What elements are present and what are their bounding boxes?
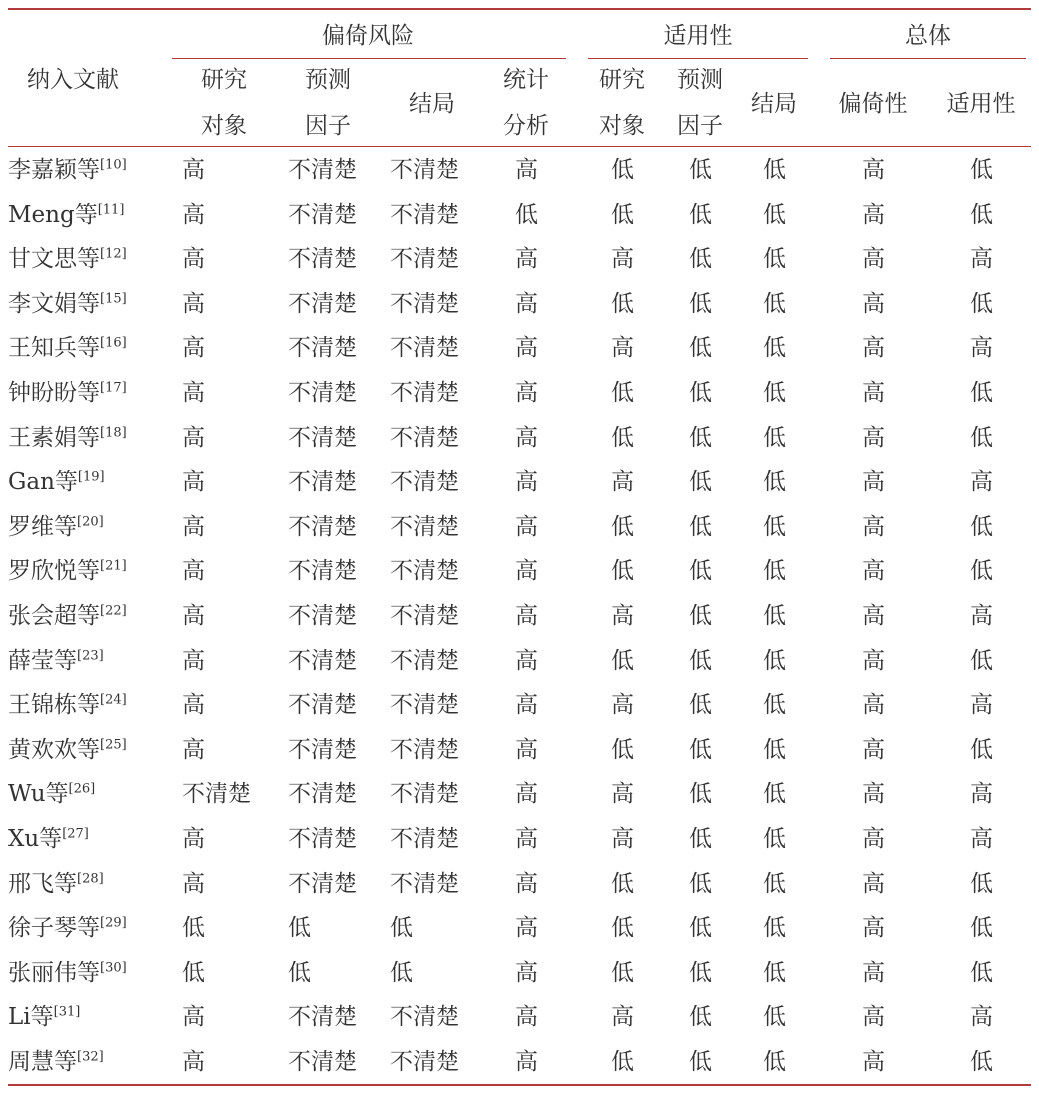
row-ref: [11] (97, 201, 125, 217)
cell-r3-c7: 高 (862, 290, 885, 317)
cell-r2-c7: 高 (862, 246, 885, 273)
cell-r14-c4: 高 (611, 781, 634, 808)
cell-r11-c1: 不清楚 (288, 647, 357, 674)
cell-r20-c3: 高 (515, 1049, 538, 1075)
cell-r10-c4: 高 (611, 603, 634, 629)
row-name-20 (8, 1048, 104, 1076)
cell-r6-c7: 高 (862, 424, 885, 451)
cell-r11-c4: 低 (611, 647, 634, 674)
row-name-text: 罗维等 (8, 513, 77, 540)
cell-r12-c8: 高 (970, 692, 993, 719)
cell-r13-c6: 低 (763, 736, 786, 763)
row-name-14 (8, 780, 95, 808)
cell-r11-c8: 低 (970, 647, 993, 674)
row-ref: [26] (68, 781, 96, 797)
cell-r19-c0: 高 (182, 1004, 205, 1031)
cell-r15-c0: 高 (182, 826, 205, 852)
row-name-0 (8, 156, 127, 184)
cell-r4-c4: 高 (611, 335, 634, 362)
cell-r18-c7: 高 (862, 959, 885, 986)
cell-r2-c8: 高 (970, 246, 993, 273)
cell-r9-c2: 不清楚 (390, 558, 459, 585)
cell-r4-c0: 高 (182, 335, 205, 362)
row-ref: [17] (100, 380, 127, 396)
row-ref: [29] (100, 915, 127, 931)
row-ref: [15] (100, 291, 127, 307)
row-name-text: 王素娟等 (8, 424, 100, 451)
subheader-0-3-line0: 统计 (503, 67, 549, 93)
cell-r18-c0: 低 (182, 959, 205, 986)
cell-r17-c8: 低 (970, 915, 993, 942)
cell-r0-c1: 不清楚 (288, 157, 357, 183)
cell-r3-c8: 低 (970, 290, 993, 317)
row-name-text: Meng等 (8, 201, 98, 228)
cell-r20-c6: 低 (763, 1049, 786, 1075)
cell-r16-c4: 低 (611, 870, 634, 897)
cell-r9-c3: 高 (515, 558, 538, 585)
row-name-11 (8, 647, 104, 675)
cell-r17-c3: 高 (515, 915, 538, 942)
cell-r13-c8: 低 (970, 736, 993, 763)
row-name-text: 周慧等 (8, 1049, 77, 1075)
row-name-12 (8, 691, 127, 719)
cell-r13-c7: 高 (862, 736, 885, 763)
row-name-text: Xu等 (8, 826, 63, 852)
cell-r15-c2: 不清楚 (390, 826, 459, 852)
row-name-text: Li等 (8, 1004, 54, 1031)
cell-r13-c3: 高 (515, 736, 538, 763)
cell-r5-c0: 高 (182, 380, 205, 406)
cell-r9-c7: 高 (862, 558, 885, 585)
cell-r0-c2: 不清楚 (390, 157, 459, 183)
cell-r12-c4: 高 (611, 692, 634, 719)
row-name-18 (8, 959, 127, 987)
row-ref: [31] (53, 1004, 81, 1020)
cell-r3-c2: 不清楚 (390, 290, 459, 317)
cell-r20-c2: 不清楚 (390, 1049, 459, 1075)
cell-r19-c7: 高 (862, 1004, 885, 1031)
cell-r10-c5: 低 (689, 603, 712, 629)
cell-r17-c5: 低 (689, 915, 712, 942)
cell-r10-c8: 高 (970, 603, 993, 629)
cell-r8-c1: 不清楚 (288, 513, 357, 540)
cell-r3-c3: 高 (515, 290, 538, 317)
cell-r11-c0: 高 (182, 647, 205, 674)
row-name-2 (8, 245, 127, 273)
cell-r4-c7: 高 (862, 335, 885, 362)
cell-r14-c7: 高 (862, 781, 885, 808)
cell-r14-c1: 不清楚 (288, 781, 357, 808)
subheader-2-0: 偏倚性 (838, 91, 908, 117)
cell-r18-c5: 低 (689, 959, 712, 986)
cell-r16-c3: 高 (515, 870, 538, 897)
cell-r20-c8: 低 (970, 1049, 993, 1075)
cell-r3-c1: 不清楚 (288, 290, 357, 317)
cell-r7-c8: 高 (970, 469, 993, 496)
cell-r0-c5: 低 (689, 157, 712, 183)
cell-r20-c7: 高 (862, 1049, 885, 1075)
row-name-7 (8, 468, 105, 496)
subheader-0-2: 结局 (409, 91, 455, 117)
cell-r12-c6: 低 (763, 692, 786, 719)
row-name-19 (8, 1003, 80, 1031)
cell-r20-c1: 不清楚 (288, 1049, 357, 1075)
cell-r7-c0: 高 (182, 469, 205, 496)
row-name-text: 黄欢欢等 (8, 736, 100, 763)
subheader-0-0-line1: 对象 (201, 113, 247, 139)
cell-r9-c1: 不清楚 (288, 558, 357, 585)
row-ref: [20] (77, 514, 104, 530)
cell-r6-c0: 高 (182, 424, 205, 451)
cell-r19-c3: 高 (515, 1004, 538, 1031)
row-name-text: 王知兵等 (8, 335, 100, 362)
row-name-5 (8, 379, 127, 407)
cell-r12-c3: 高 (515, 692, 538, 719)
cell-r19-c8: 高 (970, 1004, 993, 1031)
cell-r13-c4: 低 (611, 736, 634, 763)
row-name-4 (8, 334, 127, 362)
cell-r3-c6: 低 (763, 290, 786, 317)
row-name-text: 王锦栋等 (8, 692, 100, 719)
cell-r5-c2: 不清楚 (390, 380, 459, 406)
cell-r6-c8: 低 (970, 424, 993, 451)
cell-r3-c0: 高 (182, 290, 205, 317)
cell-r12-c5: 低 (689, 692, 712, 719)
row-name-text: 甘文思等 (8, 246, 100, 273)
cell-r11-c7: 高 (862, 647, 885, 674)
row-ref: [18] (100, 424, 127, 440)
row-ref: [24] (100, 692, 127, 708)
cell-r7-c1: 不清楚 (288, 469, 357, 496)
cell-r6-c5: 低 (689, 424, 712, 451)
cell-r0-c3: 高 (515, 157, 538, 183)
cell-r8-c5: 低 (689, 513, 712, 540)
cell-r19-c1: 不清楚 (288, 1004, 357, 1031)
cell-r12-c1: 不清楚 (288, 692, 357, 719)
cell-r7-c2: 不清楚 (390, 469, 459, 496)
row-name-15 (8, 825, 89, 853)
cell-r5-c8: 低 (970, 380, 993, 406)
cell-r18-c6: 低 (763, 959, 786, 986)
row-ref: [25] (100, 737, 127, 753)
row-ref: [16] (100, 335, 127, 351)
cell-r15-c7: 高 (862, 826, 885, 852)
row-ref: [10] (100, 157, 127, 173)
cell-r8-c6: 低 (763, 513, 786, 540)
row-name-text: 李文娟等 (8, 290, 100, 317)
cell-r2-c3: 高 (515, 246, 538, 273)
cell-r17-c7: 高 (862, 915, 885, 942)
cell-r1-c6: 低 (763, 201, 786, 228)
cell-r13-c5: 低 (689, 736, 712, 763)
row-name-text: 张会超等 (8, 603, 100, 629)
row-ref: [32] (77, 1049, 104, 1065)
cell-r18-c2: 低 (390, 959, 413, 986)
cell-r9-c4: 低 (611, 558, 634, 585)
row-name-10 (8, 602, 127, 630)
cell-r16-c6: 低 (763, 870, 786, 897)
cell-r10-c2: 不清楚 (390, 603, 459, 629)
row-name-3 (8, 290, 127, 318)
cell-r6-c3: 高 (515, 424, 538, 451)
cell-r2-c6: 低 (763, 246, 786, 273)
row-name-6 (8, 424, 127, 452)
cell-r15-c3: 高 (515, 826, 538, 852)
cell-r3-c5: 低 (689, 290, 712, 317)
cell-r11-c5: 低 (689, 647, 712, 674)
cell-r5-c6: 低 (763, 380, 786, 406)
cell-r4-c6: 低 (763, 335, 786, 362)
cell-r9-c5: 低 (689, 558, 712, 585)
row-name-9 (8, 557, 127, 585)
cell-r4-c1: 不清楚 (288, 335, 357, 362)
cell-r1-c8: 低 (970, 201, 993, 228)
subheader-1-1-line0: 预测 (677, 67, 723, 93)
cell-r16-c0: 高 (182, 870, 205, 897)
cell-r8-c8: 低 (970, 513, 993, 540)
subheader-0-0-line0: 研究 (201, 67, 247, 93)
cell-r20-c4: 低 (611, 1049, 634, 1075)
row-name-text: 罗欣悦等 (8, 558, 100, 585)
cell-r14-c5: 低 (689, 781, 712, 808)
cell-r5-c1: 不清楚 (288, 380, 357, 406)
cell-r12-c2: 不清楚 (390, 692, 459, 719)
cell-r2-c0: 高 (182, 246, 205, 273)
row-name-text: Gan等 (8, 469, 78, 496)
row-ref: [21] (100, 558, 127, 574)
cell-r1-c3: 低 (515, 201, 538, 228)
row-name-1 (8, 201, 124, 229)
row-name-8 (8, 513, 104, 541)
cell-r13-c0: 高 (182, 736, 205, 763)
cell-r15-c8: 高 (970, 826, 993, 852)
cell-r17-c6: 低 (763, 915, 786, 942)
cell-r13-c1: 不清楚 (288, 736, 357, 763)
cell-r8-c2: 不清楚 (390, 513, 459, 540)
row-name-text: Wu等 (8, 781, 69, 808)
cell-r0-c7: 高 (862, 157, 885, 183)
cell-r0-c8: 低 (970, 157, 993, 183)
cell-r17-c2: 低 (390, 915, 413, 942)
cell-r20-c0: 高 (182, 1049, 205, 1075)
cell-r7-c4: 高 (611, 469, 634, 496)
cell-r1-c5: 低 (689, 201, 712, 228)
cell-r18-c1: 低 (288, 959, 311, 986)
cell-r9-c0: 高 (182, 558, 205, 585)
cell-r10-c0: 高 (182, 603, 205, 629)
cell-r14-c8: 高 (970, 781, 993, 808)
cell-r17-c1: 低 (288, 915, 311, 942)
row-name-text: 邢飞等 (8, 870, 77, 897)
row-ref: [30] (100, 960, 127, 976)
cell-r14-c3: 高 (515, 781, 538, 808)
row-ref: [22] (100, 603, 127, 619)
subheader-1-0-line0: 研究 (599, 67, 645, 93)
cell-r16-c5: 低 (689, 870, 712, 897)
cell-r5-c5: 低 (689, 380, 712, 406)
cell-r8-c7: 高 (862, 513, 885, 540)
group-label-applicability: 适用性 (663, 23, 733, 49)
group-label-bias: 偏倚风险 (322, 23, 414, 49)
cell-r18-c8: 低 (970, 959, 993, 986)
cell-r4-c3: 高 (515, 335, 538, 362)
cell-r15-c5: 低 (689, 826, 712, 852)
cell-r1-c0: 高 (182, 201, 205, 228)
row-name-13 (8, 736, 127, 764)
cell-r0-c4: 低 (611, 157, 634, 183)
cell-r7-c3: 高 (515, 469, 538, 496)
cell-r14-c2: 不清楚 (390, 781, 459, 808)
cell-r11-c6: 低 (763, 647, 786, 674)
row-ref: [19] (77, 469, 105, 485)
cell-r2-c1: 不清楚 (288, 246, 357, 273)
row-name-17 (8, 914, 127, 942)
cell-r10-c3: 高 (515, 603, 538, 629)
cell-r16-c8: 低 (970, 870, 993, 897)
cell-r19-c2: 不清楚 (390, 1004, 459, 1031)
cell-r4-c8: 高 (970, 335, 993, 362)
cell-r16-c7: 高 (862, 870, 885, 897)
subheader-1-0-line1: 对象 (599, 113, 645, 139)
subheader-0-1-line0: 预测 (305, 67, 351, 93)
subheader-0-1-line1: 因子 (305, 113, 351, 139)
cell-r2-c2: 不清楚 (390, 246, 459, 273)
cell-r10-c7: 高 (862, 603, 885, 629)
cell-r12-c7: 高 (862, 692, 885, 719)
cell-r6-c2: 不清楚 (390, 424, 459, 451)
cell-r16-c2: 不清楚 (390, 870, 459, 897)
row-ref: [23] (77, 647, 104, 663)
row-ref: [12] (100, 246, 127, 262)
row-name-text: 钟盼盼等 (8, 380, 100, 406)
cell-r1-c1: 不清楚 (288, 201, 357, 228)
cell-r3-c4: 低 (611, 290, 634, 317)
cell-r17-c0: 低 (182, 915, 205, 942)
cell-r2-c4: 高 (611, 246, 634, 273)
row-name-text: 薛莹等 (8, 647, 77, 674)
cell-r12-c0: 高 (182, 692, 205, 719)
subheader-1-2: 结局 (751, 91, 797, 117)
cell-r1-c2: 不清楚 (390, 201, 459, 228)
cell-r19-c6: 低 (763, 1004, 786, 1031)
cell-r6-c4: 低 (611, 424, 634, 451)
row-name-text: 李嘉颖等 (8, 157, 100, 183)
cell-r10-c1: 不清楚 (288, 603, 357, 629)
cell-r1-c4: 低 (611, 201, 634, 228)
cell-r14-c6: 低 (763, 781, 786, 808)
cell-r5-c4: 低 (611, 380, 634, 406)
cell-r14-c0: 不清楚 (182, 781, 251, 808)
cell-r8-c0: 高 (182, 513, 205, 540)
row-ref: [27] (62, 826, 89, 842)
cell-r2-c5: 低 (689, 246, 712, 273)
cell-r15-c4: 高 (611, 826, 634, 852)
subheader-2-1: 适用性 (946, 91, 1016, 117)
cell-r0-c6: 低 (763, 157, 786, 183)
cell-r8-c4: 低 (611, 513, 634, 540)
cell-r1-c7: 高 (862, 201, 885, 228)
cell-r18-c3: 高 (515, 959, 538, 986)
cell-r7-c6: 低 (763, 469, 786, 496)
row-name-text: 张丽伟等 (8, 959, 100, 986)
cell-r7-c7: 高 (862, 469, 885, 496)
cell-r4-c2: 不清楚 (390, 335, 459, 362)
cell-r16-c1: 不清楚 (288, 870, 357, 897)
row-name-16 (8, 870, 104, 898)
cell-r4-c5: 低 (689, 335, 712, 362)
cell-r15-c1: 不清楚 (288, 826, 357, 852)
cell-r9-c8: 低 (970, 558, 993, 585)
cell-r5-c3: 高 (515, 380, 538, 406)
cell-r18-c4: 低 (611, 959, 634, 986)
cell-r6-c6: 低 (763, 424, 786, 451)
cell-r9-c6: 低 (763, 558, 786, 585)
cell-r10-c6: 低 (763, 603, 786, 629)
cell-r17-c4: 低 (611, 915, 634, 942)
cell-r13-c2: 不清楚 (390, 736, 459, 763)
subheader-1-1-line1: 因子 (677, 113, 723, 139)
row-ref: [28] (77, 870, 104, 886)
group-label-overall: 总体 (905, 23, 951, 49)
cell-r19-c5: 低 (689, 1004, 712, 1031)
cell-r6-c1: 不清楚 (288, 424, 357, 451)
cell-r7-c5: 低 (689, 469, 712, 496)
cell-r15-c6: 低 (763, 826, 786, 852)
cell-r11-c2: 不清楚 (390, 647, 459, 674)
cell-r5-c7: 高 (862, 380, 885, 406)
cell-r19-c4: 高 (611, 1004, 634, 1031)
cell-r8-c3: 高 (515, 513, 538, 540)
row-name-text: 徐子琴等 (8, 915, 100, 942)
cell-r0-c0: 高 (182, 157, 205, 183)
cell-r20-c5: 低 (689, 1049, 712, 1075)
cell-r11-c3: 高 (515, 647, 538, 674)
subheader-0-3-line1: 分析 (503, 113, 549, 139)
header-first-col: 纳入文献 (27, 67, 119, 93)
